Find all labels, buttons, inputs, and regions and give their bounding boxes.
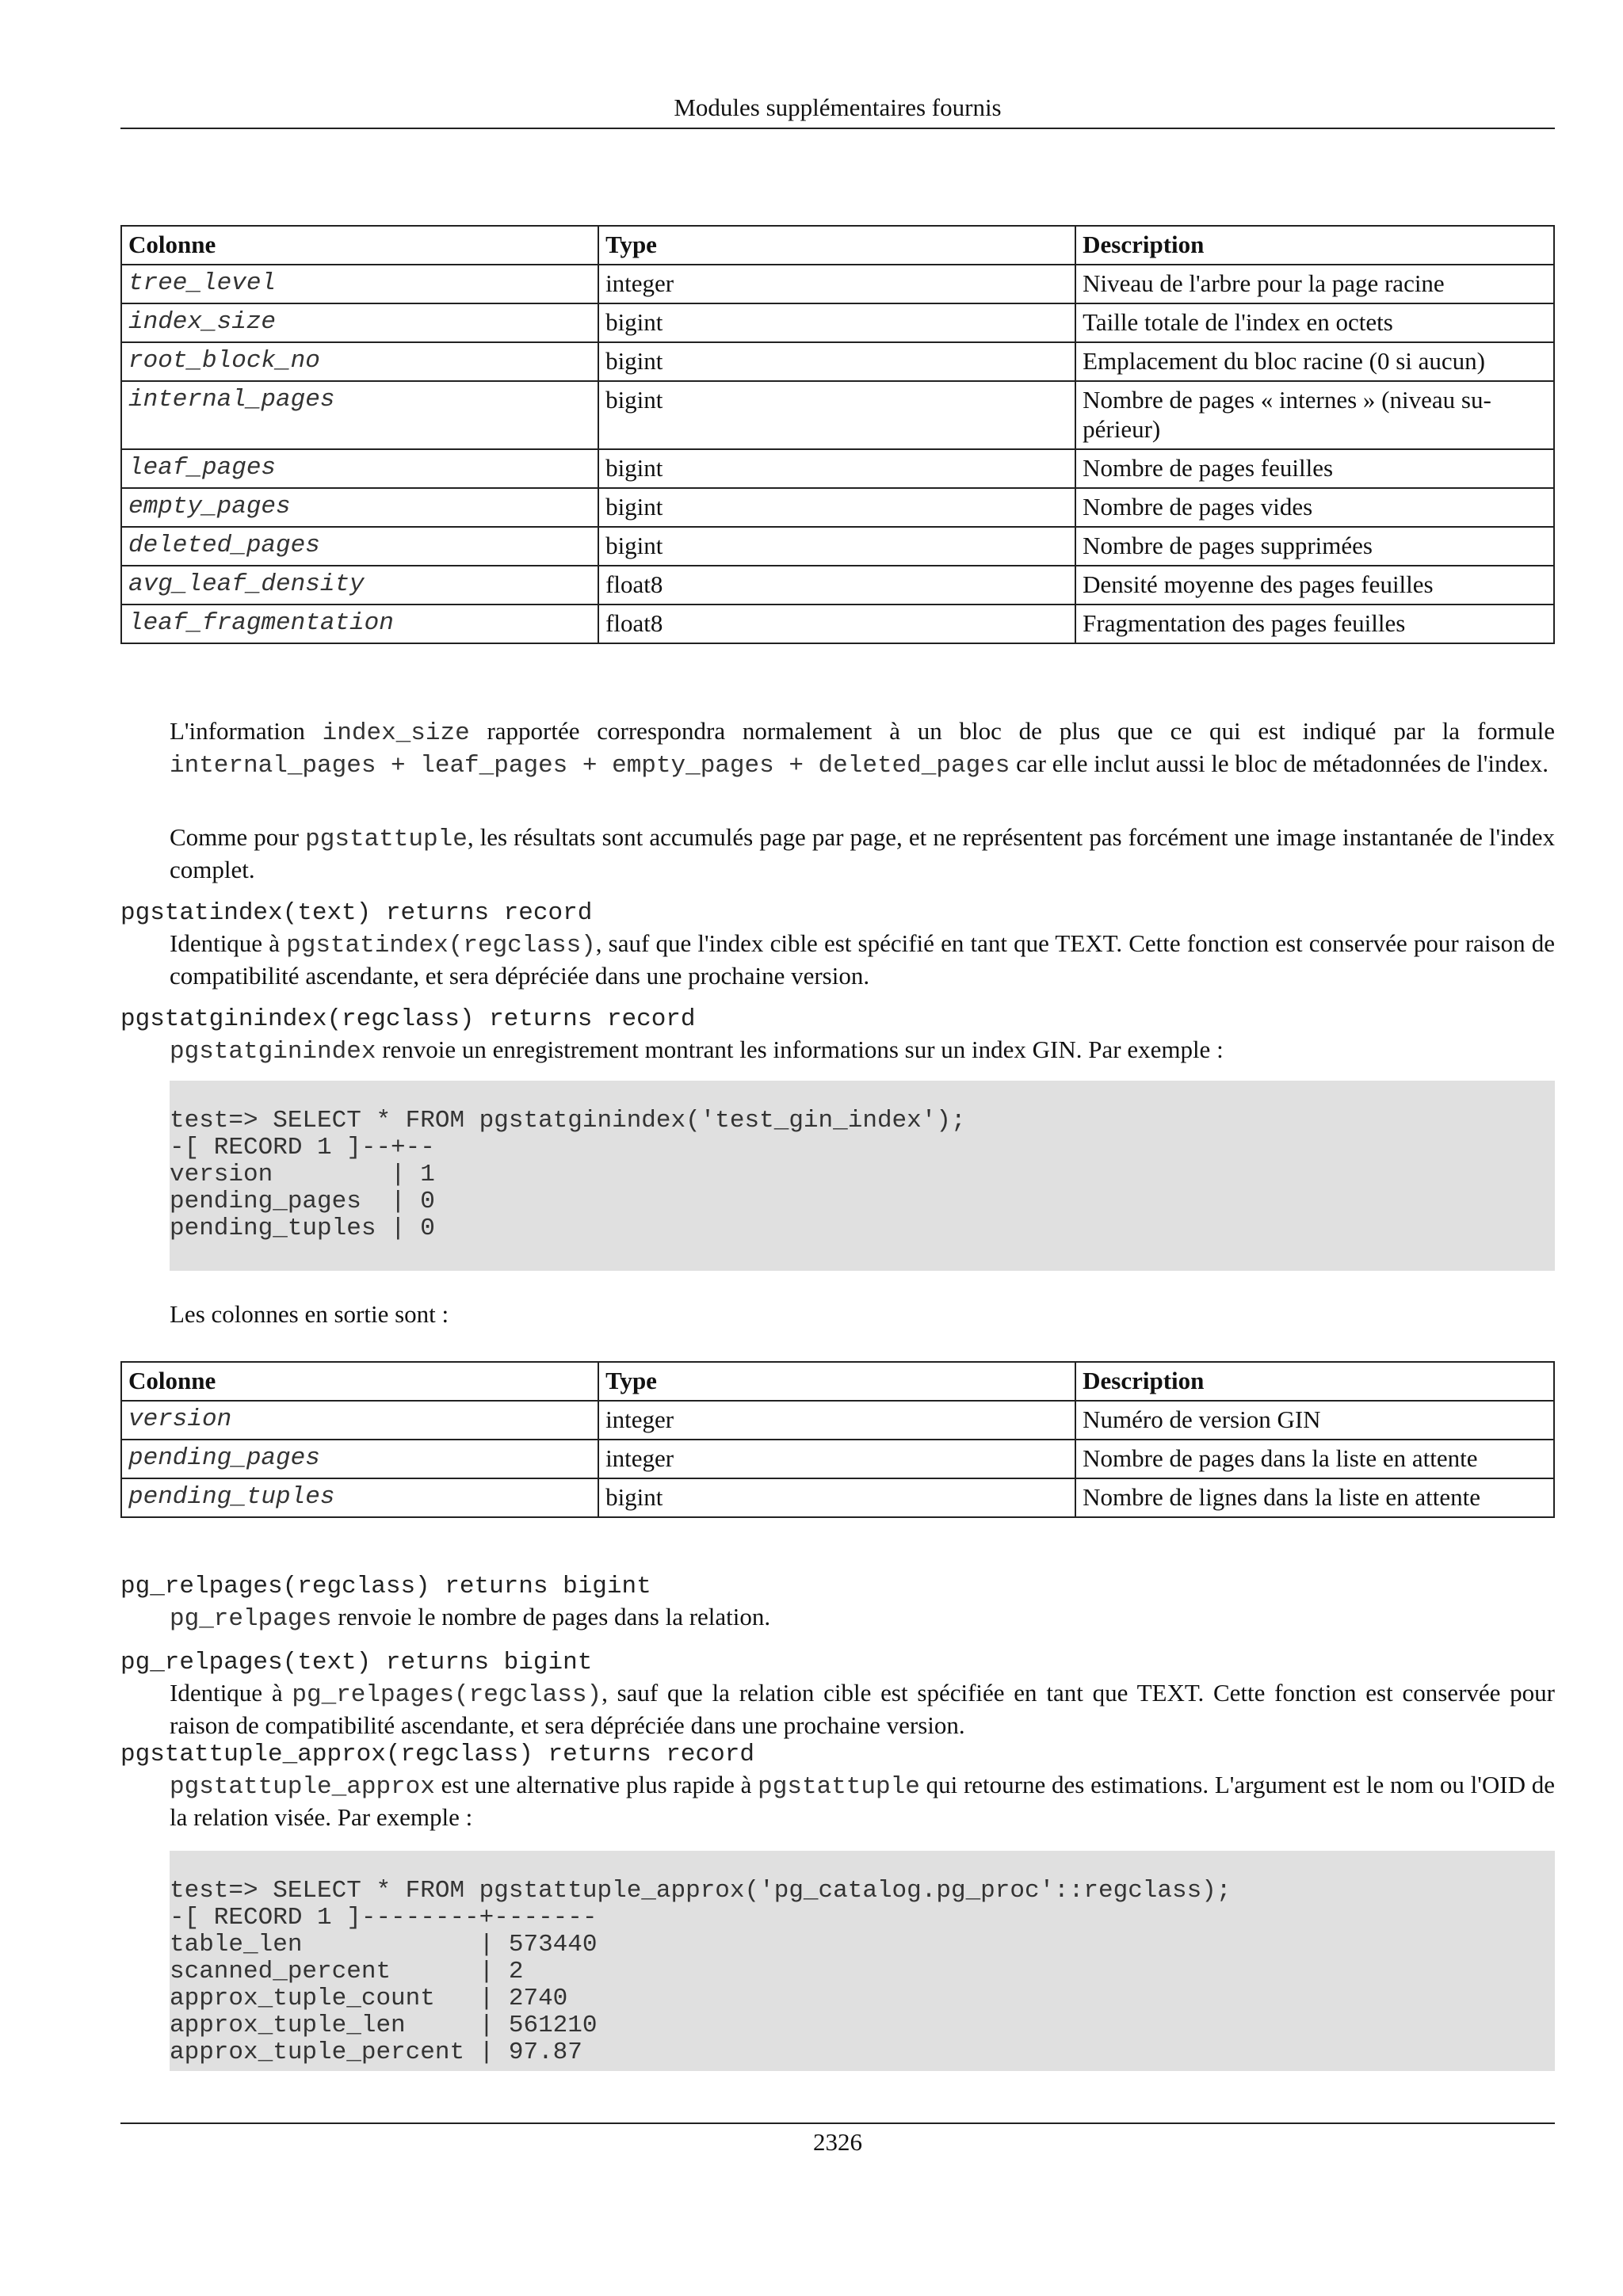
column-description: Numéro de version GIN — [1075, 1401, 1554, 1440]
paragraph-text: est une alternative plus rapide à — [434, 1771, 758, 1798]
column-description: Nombre de lignes dans la liste en attente — [1075, 1478, 1554, 1517]
paragraph-text: car elle inclut aussi le bloc de métadonnées de l'index. — [1010, 749, 1549, 777]
column-name: empty_pages — [121, 488, 598, 527]
code-example-pgstattuple-approx — [170, 1851, 1555, 2071]
column-description: Nombre de pages « internes » (niveau su- périeur) — [1075, 381, 1554, 449]
column-description: Nombre de pages supprimées — [1075, 527, 1554, 566]
column-type: bigint — [598, 342, 1075, 381]
table-row — [121, 566, 1554, 605]
code-example-pgstatginindex — [170, 1081, 1555, 1271]
column-type: integer — [598, 1440, 1075, 1478]
column-name: version — [121, 1401, 598, 1440]
column-description: Densité moyenne des pages feuilles — [1075, 566, 1554, 605]
inline-code: pgstattuple — [305, 826, 468, 853]
column-description: Nombre de pages vides — [1075, 488, 1554, 527]
function-signature: pgstatginindex(regclass) returns record — [120, 1005, 696, 1033]
function-signature: pgstatindex(text) returns record — [120, 899, 593, 927]
column-type: bigint — [598, 303, 1075, 342]
table-header-row — [121, 226, 1554, 265]
column-name: pending_pages — [121, 1440, 598, 1478]
function-signature: pgstattuple_approx(regclass) returns record — [120, 1741, 754, 1768]
inline-code: pg_relpages — [170, 1605, 332, 1633]
page-number: 2326 — [813, 2128, 862, 2156]
running-header: Modules supplémentaires fournis — [674, 93, 1002, 121]
header-type: Type — [598, 226, 1075, 265]
function-description — [170, 1035, 1555, 1067]
column-type: bigint — [598, 527, 1075, 566]
code-line: version | 1 — [170, 1161, 435, 1188]
paragraph-text: Identique à — [170, 929, 287, 957]
table-header-row — [121, 1362, 1554, 1401]
table-row — [121, 265, 1554, 303]
paragraph-text: , sauf que l'index cible est spécifié en tant que TEXT. Cette fonction est conservée pour raison de compatibilité ascendante, et sera dépréciée dans une prochaine version. — [170, 929, 1555, 990]
column-name: avg_leaf_density — [121, 566, 598, 605]
column-name: pending_tuples — [121, 1478, 598, 1517]
index-size-paragraph — [170, 716, 1555, 781]
function-description — [170, 1602, 1555, 1634]
paragraph-text: rapportée correspondra normalement à un bloc de plus que ce qui est indiqué par la formule — [469, 717, 1555, 745]
column-type: float8 — [598, 566, 1075, 605]
table-row — [121, 527, 1554, 566]
table-row — [121, 605, 1554, 643]
code-line: test=> SELECT * FROM pgstattuple_approx('pg_catalog.pg_proc'::regclass); — [170, 1877, 1232, 1905]
paragraph-text: , sauf que la relation cible est spécifiée en tant que TEXT. Cette fonction est conservée pour raison de compatibilité ascendante, et sera dépréciée dans une prochaine version. — [170, 1679, 1556, 1739]
table-row — [121, 1440, 1554, 1478]
code-line: pending_tuples | 0 — [170, 1215, 435, 1242]
column-type: bigint — [598, 449, 1075, 488]
colonnes-paragraph: Les colonnes en sortie sont : — [170, 1300, 449, 1328]
pgstatindex-columns-table — [120, 225, 1555, 644]
code-line: -[ RECORD 1 ]--+-- — [170, 1134, 435, 1161]
paragraph-text: renvoie un enregistrement montrant les informations sur un index GIN. Par exemple : — [376, 1035, 1224, 1063]
header-colonne: Colonne — [121, 1362, 598, 1401]
function-description — [170, 1770, 1555, 1833]
function-description — [170, 929, 1555, 991]
inline-code: pgstattuple — [758, 1773, 920, 1801]
code-line: approx_tuple_len | 561210 — [170, 2012, 598, 2039]
paragraph-text: Comme pour — [170, 823, 306, 851]
code-line: pending_pages | 0 — [170, 1188, 435, 1215]
column-name: tree_level — [121, 265, 598, 303]
column-name: internal_pages — [121, 381, 598, 449]
pgstatginindex-columns-table — [120, 1361, 1555, 1518]
column-description: Emplacement du bloc racine (0 si aucun) — [1075, 342, 1554, 381]
table-row — [121, 1478, 1554, 1517]
code-line: scanned_percent | 2 — [170, 1958, 524, 1985]
inline-code: pgstatindex(regclass) — [286, 932, 596, 959]
column-name: deleted_pages — [121, 527, 598, 566]
paragraph-text: Identique à — [170, 1679, 292, 1707]
column-type: bigint — [598, 1478, 1075, 1517]
paragraph-text: renvoie le nombre de pages dans la relation. — [331, 1603, 771, 1630]
table-row — [121, 488, 1554, 527]
header-colonne: Colonne — [121, 226, 598, 265]
function-signature: pg_relpages(text) returns bigint — [120, 1649, 593, 1676]
function-signature: pg_relpages(regclass) returns bigint — [120, 1573, 651, 1600]
column-name: root_block_no — [121, 342, 598, 381]
code-line: -[ RECORD 1 ]--------+------- — [170, 1904, 598, 1932]
paragraph-text: L'information — [170, 717, 323, 745]
column-name: index_size — [121, 303, 598, 342]
code-line: test=> SELECT * FROM pgstatginindex('test_gin_index'); — [170, 1107, 966, 1135]
paragraph-text: , les résultats sont accumulés page par page, et ne représentent pas forcément une image instantanée de l'index complet. — [170, 823, 1555, 883]
inline-code: index_size — [322, 719, 470, 747]
inline-code: pgstattuple_approx — [170, 1773, 435, 1801]
table-row — [121, 1401, 1554, 1440]
column-type: float8 — [598, 605, 1075, 643]
header-description: Description — [1075, 226, 1554, 265]
column-type: bigint — [598, 381, 1075, 449]
header-type: Type — [598, 1362, 1075, 1401]
column-description: Nombre de pages feuilles — [1075, 449, 1554, 488]
function-description — [170, 1678, 1555, 1741]
code-line: table_len | 573440 — [170, 1931, 598, 1958]
column-type: bigint — [598, 488, 1075, 527]
column-name: leaf_fragmentation — [121, 605, 598, 643]
column-description: Taille totale de l'index en octets — [1075, 303, 1554, 342]
inline-code: pgstatginindex — [170, 1038, 376, 1066]
column-type: integer — [598, 265, 1075, 303]
table-row — [121, 381, 1554, 449]
column-description: Niveau de l'arbre pour la page racine — [1075, 265, 1554, 303]
inline-code: pg_relpages(regclass) — [292, 1681, 602, 1709]
column-name: leaf_pages — [121, 449, 598, 488]
table-row — [121, 449, 1554, 488]
column-description: Fragmentation des pages feuilles — [1075, 605, 1554, 643]
inline-code: internal_pages + leaf_pages + empty_pages + deleted_pages — [170, 752, 1010, 780]
comme-pour-paragraph — [170, 822, 1555, 885]
paragraph-text: qui retourne des estimations. L'argument est le nom ou l'OID de la relation visée. Par exemple : — [170, 1771, 1555, 1831]
table-row — [121, 303, 1554, 342]
code-line: approx_tuple_count | 2740 — [170, 1985, 568, 2012]
header-rule — [120, 128, 1555, 129]
code-line: approx_tuple_percent | 97.87 — [170, 2039, 582, 2066]
table-row — [121, 342, 1554, 381]
column-type: integer — [598, 1401, 1075, 1440]
column-description: Nombre de pages dans la liste en attente — [1075, 1440, 1554, 1478]
header-description: Description — [1075, 1362, 1554, 1401]
footer-rule — [120, 2122, 1555, 2124]
